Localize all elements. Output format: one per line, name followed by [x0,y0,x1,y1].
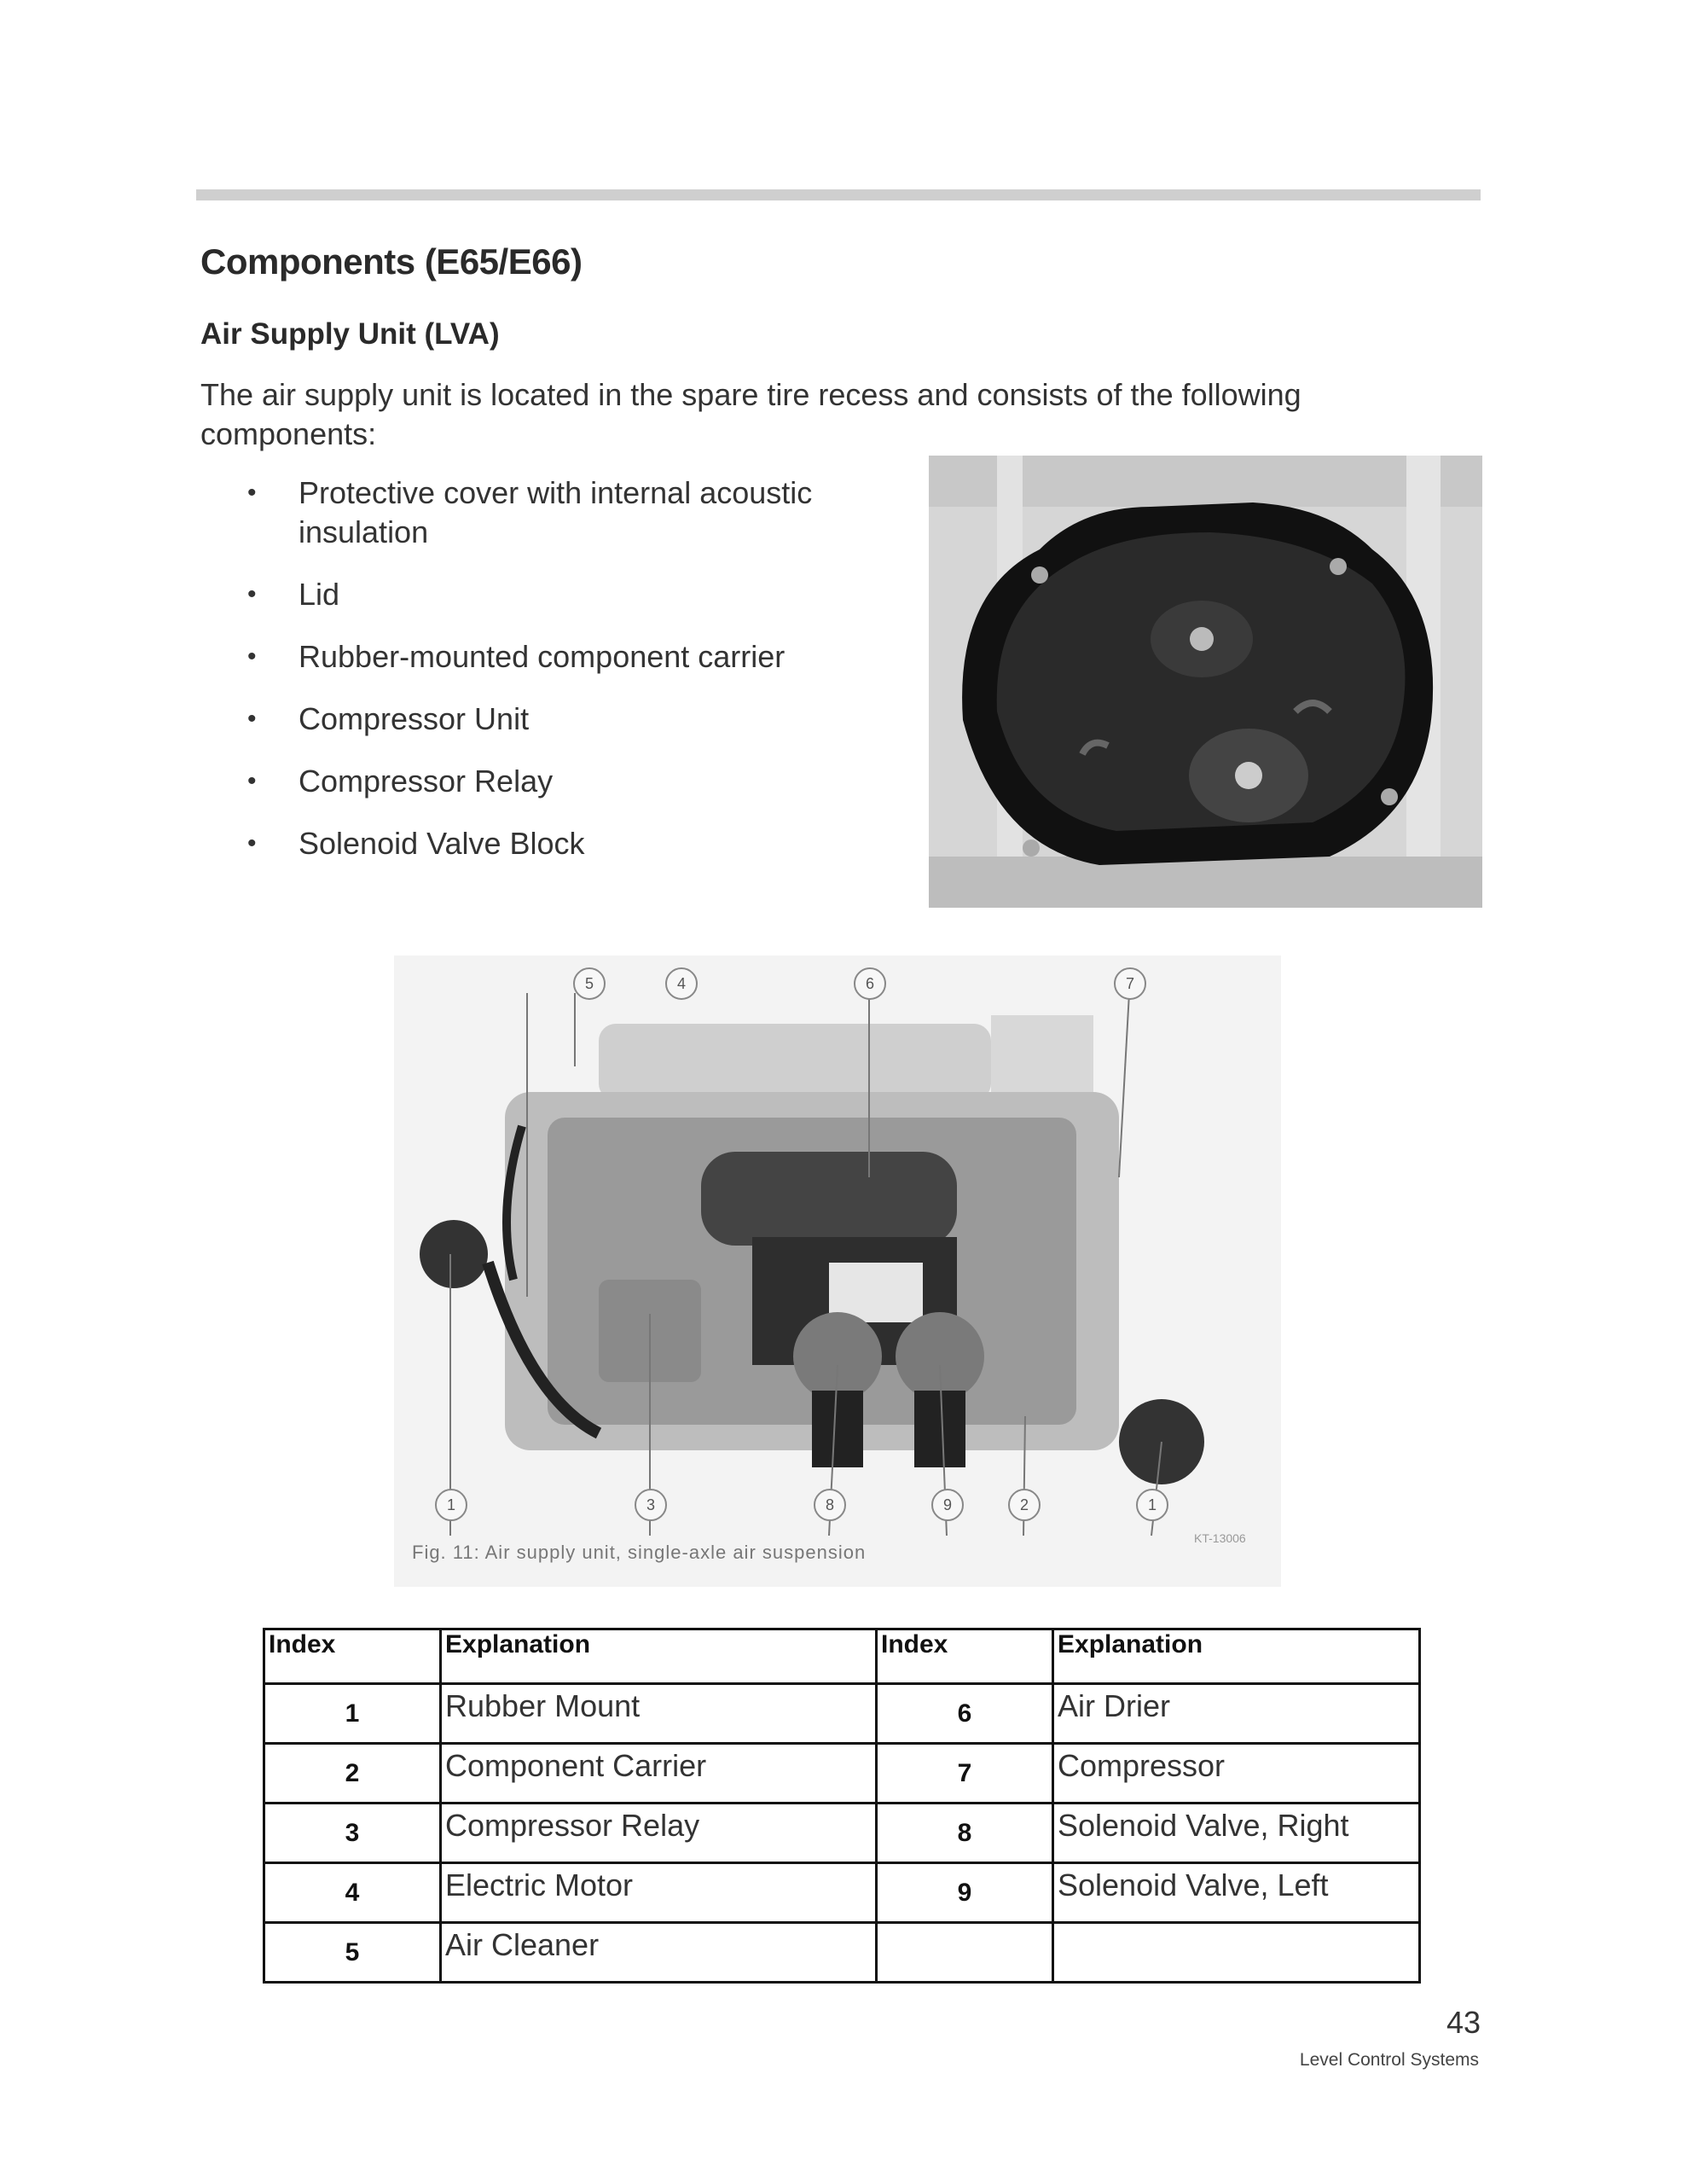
index-cell: 7 [877,1744,1053,1804]
table-row [264,1923,1420,1983]
explanation-cell: Solenoid Valve, Left [1053,1863,1420,1923]
header-rule [196,189,1481,200]
explanation-cell [1053,1923,1420,1983]
explanation-cell: Solenoid Valve, Right [1053,1804,1420,1863]
callout-marker: 3 [635,1489,667,1521]
list-item: • Protective cover with internal acoustic insulation [247,475,813,549]
bullet-icon: • [247,829,257,857]
table-row [264,1684,1420,1744]
callout-marker: 1 [435,1489,467,1521]
index-cell: 3 [264,1804,441,1863]
explanation-cell: Component Carrier [441,1744,877,1804]
list-item: • Compressor Relay [247,762,878,801]
footer-title: Level Control Systems [1299,2050,1479,2070]
callout-marker: 6 [854,967,886,1000]
figure-caption: Fig. 11: Air supply unit, single-axle air suspension [412,1542,867,1563]
figure-code: KT-13006 [1194,1531,1246,1545]
column-header: Explanation [1053,1629,1420,1684]
protective-cover-photo [929,456,1482,908]
column-header: Index [877,1629,1053,1684]
bullet-icon: • [247,479,257,507]
explanation-cell: Electric Motor [441,1863,877,1923]
list-item: • Compressor Unit [247,700,878,739]
subsection-heading: Air Supply Unit (LVA) [200,317,500,351]
table-row [264,1744,1420,1804]
callout-marker: 1 [1136,1489,1168,1521]
list-item: • Rubber-mounted component carrier [247,637,878,677]
bullet-icon: • [247,705,257,733]
callout-marker: 2 [1008,1489,1041,1521]
index-cell: 5 [264,1923,441,1983]
index-cell: 4 [264,1863,441,1923]
callout-marker: 4 [665,967,698,1000]
index-cell [877,1923,1053,1983]
component-list [247,473,878,886]
intro-paragraph: The air supply unit is located in the spare tire recess and consists of the following components: [200,377,1301,451]
bullet-icon: • [247,580,257,608]
callout-marker: 5 [573,967,606,1000]
index-table [263,1628,1421,1984]
callout-marker: 9 [931,1489,964,1521]
index-cell: 6 [877,1684,1053,1744]
explanation-cell: Air Drier [1053,1684,1420,1744]
column-header: Explanation [441,1629,877,1684]
explanation-cell: Air Cleaner [441,1923,877,1983]
column-header: Index [264,1629,441,1684]
table-header-row [264,1629,1420,1684]
list-item: • Lid [247,575,878,614]
bullet-icon: • [247,642,257,671]
explanation-cell: Compressor [1053,1744,1420,1804]
table-row [264,1863,1420,1923]
section-heading: Components (E65/E66) [200,241,583,282]
index-cell: 8 [877,1804,1053,1863]
callout-marker: 7 [1114,967,1146,1000]
index-cell: 9 [877,1863,1053,1923]
page-number: 43 [1446,2005,1481,2040]
callout-marker: 8 [814,1489,846,1521]
table-row [264,1804,1420,1863]
explanation-cell: Rubber Mount [441,1684,877,1744]
list-item: • Solenoid Valve Block [247,824,878,863]
explanation-cell: Compressor Relay [441,1804,877,1863]
index-cell: 1 [264,1684,441,1744]
bullet-icon: • [247,767,257,795]
index-cell: 2 [264,1744,441,1804]
